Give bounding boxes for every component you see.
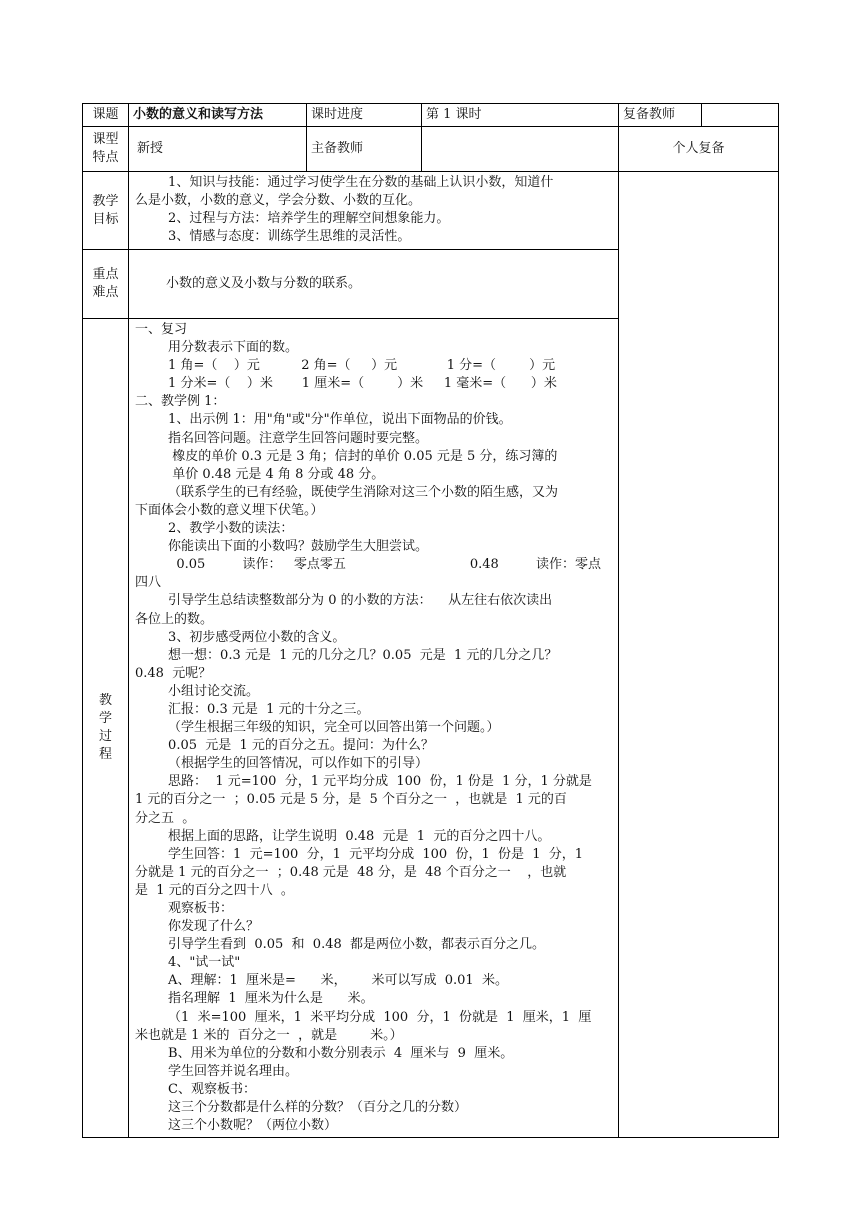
process-line: （1 米=100 厘米，1 米平均分成 100 分，1 份就是 1 厘米，1 厘 [135,1009,592,1025]
process-line: 橡皮的单价 0.3 元是 3 角；信封的单价 0.05 元是 5 分，练习簿的 [135,448,558,464]
process-line: 0.05 元是 1 元的百分之五。提问：为什么？ [135,738,434,754]
objectives-line: 3、情感与态度：训练学生思维的灵活性。 [135,229,411,245]
objectives-line: 2、过程与方法：培养学生的理解空间想象能力。 [135,211,450,227]
process-line: 想一想：0.3 元是 1 元的几分之几？0.05 元是 1 元的几分之几？ [135,647,558,663]
process-line: 0.05 读作： 零点零五 0.48 读作：零点 [135,557,601,573]
process-line: 你发现了什么？ [135,919,260,935]
process-line: 指名回答问题。注意学生回答问题时要完整。 [135,430,429,446]
process-line: （根据学生的回答情况，可以作如下的引导） [135,756,429,772]
process-line: 米也就是 1 米的 百分之一 ，就是 米。） [135,1027,403,1043]
process-line: 分之五 。 [135,810,196,826]
backup-teacher-value [702,104,779,127]
keypoints-content: 小数的意义及小数与分数的联系。 [129,250,619,319]
main-teacher-value [422,127,619,172]
process-line: C、观察板书： [135,1081,257,1097]
process-line: 你能读出下面的小数吗？鼓励学生大胆尝试。 [135,539,429,555]
process-label: 教 学 过 程 [83,319,129,1138]
process-line: 四八 [135,575,162,591]
process-line: 1 元的百分之一 ；0.05 元是 5 分，是 5 个百分之一 ，也就是 1 元的百 [135,792,567,808]
objectives-row [83,172,779,250]
objectives-line: 1、知识与技能：通过学习使学生在分数的基础上认识小数，知道什 [135,175,554,190]
topic-value: 小数的意义和读写方法 [129,104,307,127]
process-line: 引导学生总结读整数部分为 0 的小数的方法： 从左往右依次读出 [135,593,553,609]
process-line: 汇报：0.3 元是 1 元的十分之三。 [135,701,370,717]
keypoints-label: 重点 难点 [83,250,129,319]
process-line: 用分数表示下面的数。 [135,340,299,356]
process-line: 各位上的数。 [135,611,214,627]
process-line: 分就是 1 元的百分之一 ；0.48 元是 48 分，是 48 个百分之一 ，也就 [135,864,567,880]
process-line: 3、初步感受两位小数的含义。 [135,629,346,645]
process-line: 这三个小数呢？（两位小数） [135,1118,338,1134]
process-line: 一、复习 [135,322,188,337]
process-line: A、理解：1 厘米是= 米， 米可以写成 0.01 米。 [135,973,508,989]
progress-label: 课时进度 [307,104,422,127]
process-line: 学生回答并说名理由。 [135,1063,299,1079]
topic-label: 课题 [83,104,129,127]
main-teacher-label: 主备教师 [307,127,422,172]
process-line: 思路： 1 元=100 分，1 元平均分成 100 份，1 份是 1 分，1 分就是 [135,774,592,790]
process-line: （联系学生的已有经验，既使学生消除对这三个小数的陌生感，又为 [135,484,559,500]
backup-teacher-label: 复备教师 [619,104,702,127]
process-line: 0.48 元呢？ [135,665,212,681]
process-line: B、用米为单位的分数和小数分别表示 4 厘米与 9 厘米。 [135,1045,514,1061]
process-line: 是 1 元的百分之四十八 。 [135,882,294,898]
process-line: 2、教学小数的读法： [135,521,294,537]
progress-value: 第 1 课时 [422,104,619,127]
process-line: （学生根据三年级的知识，完全可以回答出第一个问题。） [135,720,500,736]
objectives-content [129,172,619,250]
objectives-line: 么是小数，小数的意义，学会分数、小数的互化。 [135,193,422,209]
process-line: 1 分米=（ ）米 1 厘米=（ ）米 1 毫米=（ ）米 [135,376,557,392]
process-line: 根据上面的思路，让学生说明 0.48 元是 1 元的百分之四十八。 [135,828,551,844]
process-line: 引导学生看到 0.05 和 0.48 都是两位小数，都表示百分之几。 [135,937,546,953]
process-line: 1、出示例 1：用"角"或"分"作单位，说出下面物品的价钱。 [135,412,512,428]
process-line: 单价 0.48 元是 4 角 8 分或 48 分。 [135,466,385,482]
process-line: 这三个分数都是什么样的分数？（百分之几的分数） [135,1100,468,1116]
process-line: 二、教学例 1： [135,394,226,410]
process-line: 观察板书： [135,901,234,916]
type-value: 新授 [129,127,307,172]
lesson-plan-table [82,103,779,1138]
type-label: 课型 特点 [83,127,129,172]
process-line: 4、"试一试" [135,955,241,971]
process-line: 学生回答：1 元=100 分，1 元平均分成 100 份，1 份是 1 分，1 [135,846,584,862]
objectives-label: 教学 目标 [83,172,129,250]
process-line: 下面体会小数的意义埋下伏笔。） [135,502,324,518]
type-row [83,127,779,172]
personal-review-area [619,172,779,1138]
process-line: 指名理解 1 厘米为什么是 米。 [135,991,374,1007]
personal-review-label: 个人复备 [619,127,779,172]
header-row [83,104,779,127]
process-content [129,319,619,1138]
process-line: 1 角=（ ）元 2 角=（ ）元 1 分=（ ）元 [135,358,556,374]
process-line: 小组讨论交流。 [135,683,260,699]
